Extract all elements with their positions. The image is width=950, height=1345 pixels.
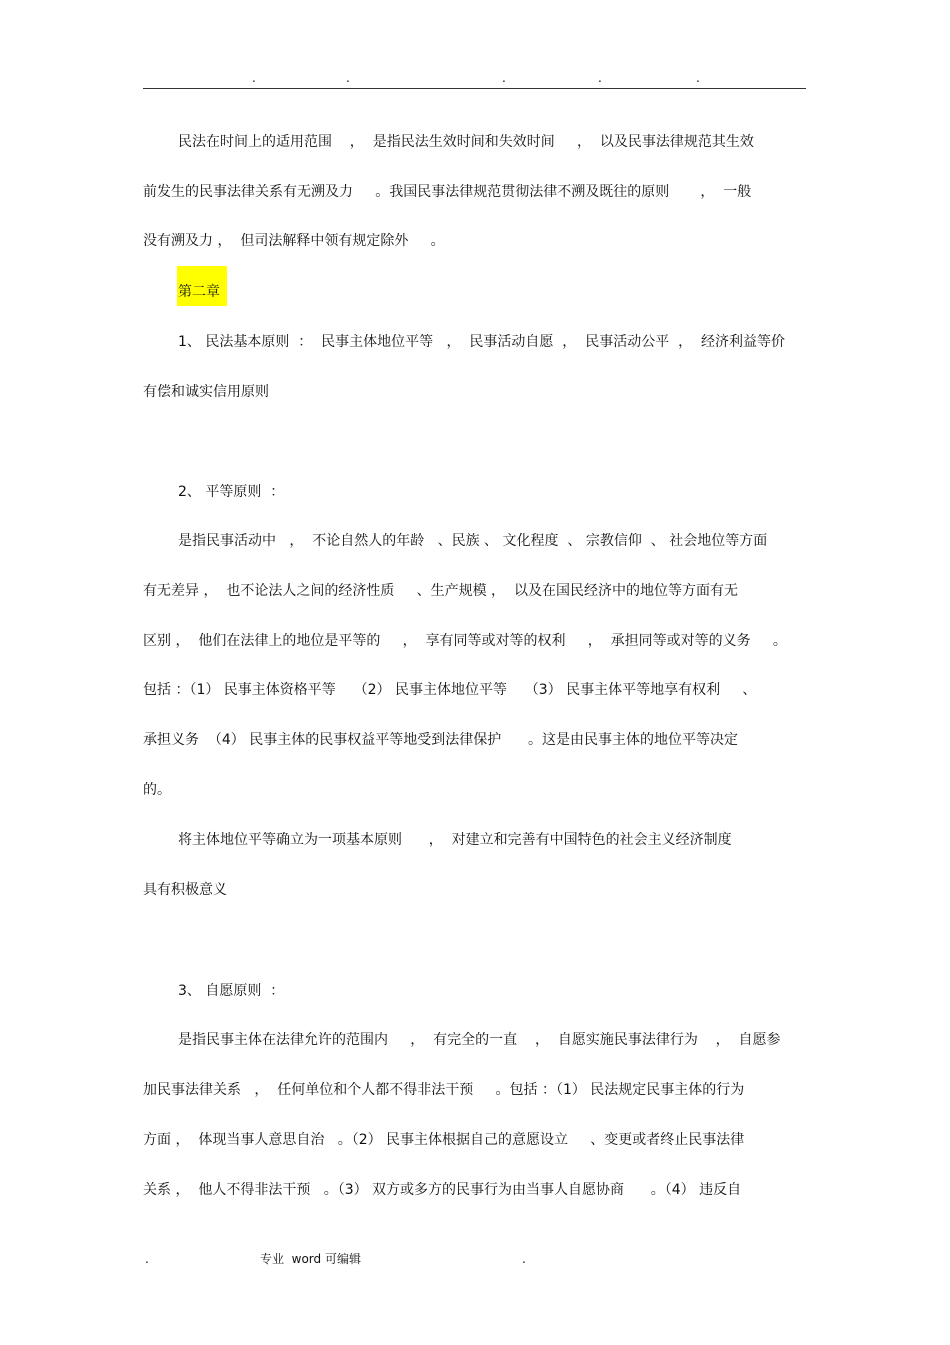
chapter-heading: 第二章 (178, 284, 220, 300)
paragraph-line: 没有溯及力 ， 但司法解释中领有规定除外 。 (143, 233, 445, 249)
header-dot: . (252, 71, 256, 85)
header-rule (143, 88, 806, 89)
paragraph-line: 加民事法律关系 ， 任何单位和个人都不得非法干预 。包括 ：（1） 民法规定民事主体的行为 (143, 1082, 745, 1098)
paragraph-line: 前发生的民事法律关系有无溯及力 。我国民事法律规范贯彻法律不溯及既往的原则 ， 一般 (143, 184, 752, 200)
paragraph-line: 将主体地位平等确立为一项基本原则 ， 对建立和完善有中国特色的社会主义经济制度 (178, 832, 732, 848)
paragraph-line: 是指民事主体在法律允许的范围内 ， 有完全的一直 ， 自愿实施民事法律行为 ， 自愿参 (178, 1032, 781, 1048)
footer-label: 专业 word 可编辑 (260, 1252, 361, 1266)
section-heading: 3、 自愿原则 ： (178, 983, 285, 999)
paragraph-line: 是指民事活动中 ， 不论自然人的年龄 、民族 、 文化程度 、 宗教信仰 、 社会地位等方面 (178, 533, 768, 549)
paragraph-line: 有无差异 ， 也不论法人之间的经济性质 、生产规模 ， 以及在国民经济中的地位等方面有无 (143, 583, 738, 599)
footer-dot: . (145, 1252, 149, 1266)
paragraph-line: 承担义务 （4） 民事主体的民事权益平等地受到法律保护 。这是由民事主体的地位平等决定 (143, 732, 738, 748)
header-dot: . (598, 71, 602, 85)
header-dot: . (346, 71, 350, 85)
paragraph-line: 民法在时间上的适用范围 ， 是指民法生效时间和失效时间 ， 以及民事法律规范其生效 (178, 134, 754, 150)
header-dot: . (696, 71, 700, 85)
footer-dot: . (522, 1252, 526, 1266)
paragraph-line: 关系 ， 他人不得非法干预 。（3） 双方或多方的民事行为由当事人自愿协商 。（4） 违反自 (143, 1182, 742, 1198)
header-dot: . (502, 71, 506, 85)
paragraph-line: 具有积极意义 (143, 882, 227, 898)
paragraph-line: 区别 ， 他们在法律上的地位是平等的 ， 享有同等或对等的权利 ， 承担同等或对等的义务 。 (143, 633, 787, 649)
section-heading: 2、 平等原则 ： (178, 484, 285, 500)
paragraph-line: 方面 ， 体现当事人意思自治 。（2） 民事主体根据自己的意愿设立 、变更或者终止民事法律 (143, 1132, 745, 1148)
paragraph-line: 包括 ：（1） 民事主体资格平等 （2） 民事主体地位平等 （3） 民事主体平等地享有权利 、 (143, 682, 757, 698)
section-heading: 1、 民法基本原则 ： 民事主体地位平等 ， 民事活动自愿 ， 民事活动公平 ， 经济利益等价 (178, 334, 786, 350)
paragraph-line: 的。 (143, 782, 171, 798)
paragraph-line: 有偿和诚实信用原则 (143, 384, 269, 400)
